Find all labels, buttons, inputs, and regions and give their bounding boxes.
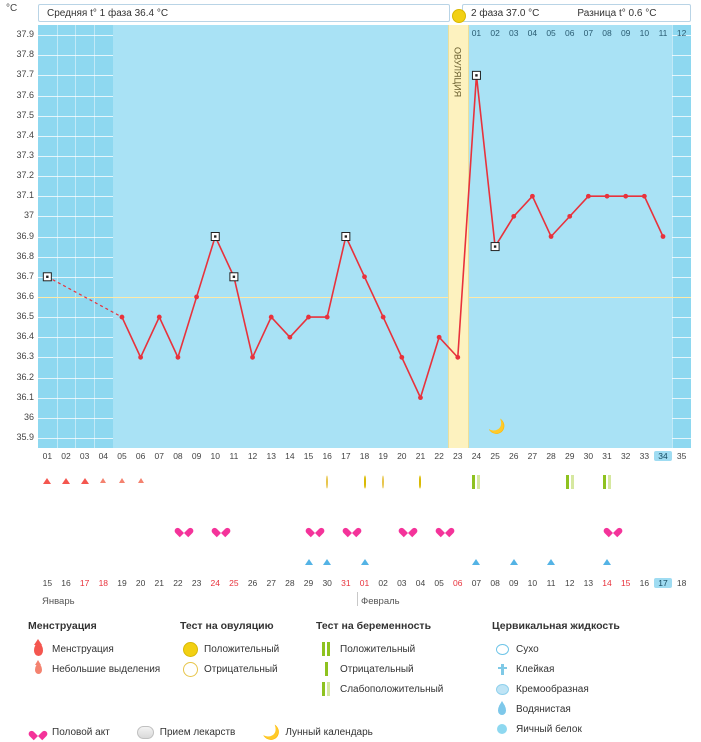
legend-item-eggwhite bbox=[492, 720, 692, 738]
eggwhite-icon bbox=[492, 724, 512, 734]
moon-icon: 🌙 bbox=[488, 418, 506, 434]
cycle-day-number[interactable]: 35 bbox=[676, 451, 687, 461]
calendar-day-number[interactable]: 19 bbox=[117, 578, 127, 588]
cycle-day-number[interactable]: 14 bbox=[285, 451, 295, 461]
temperature-point[interactable] bbox=[418, 395, 423, 400]
y-axis-tick: 37.2 bbox=[16, 170, 34, 181]
phase2-day-number: 01 bbox=[471, 28, 482, 38]
cycle-day-number[interactable]: 09 bbox=[191, 451, 202, 461]
temperature-point[interactable] bbox=[157, 315, 162, 320]
temperature-point[interactable] bbox=[120, 315, 125, 320]
temperature-point[interactable] bbox=[138, 355, 143, 360]
legend-item-menstruation bbox=[28, 640, 178, 658]
cycle-day-number[interactable]: 02 bbox=[61, 451, 71, 461]
heart-icon bbox=[28, 727, 48, 738]
legend-item-moon bbox=[261, 725, 373, 739]
cycle-day-number[interactable]: 18 bbox=[359, 451, 370, 461]
calendar-day-number[interactable]: 31 bbox=[341, 578, 351, 588]
calendar-day-number[interactable]: 12 bbox=[564, 578, 575, 588]
cycle-day-number[interactable]: 03 bbox=[79, 451, 90, 461]
cycle-day-number[interactable]: 11 bbox=[229, 451, 239, 461]
cycle-day-number[interactable]: 06 bbox=[135, 451, 146, 461]
pregnancy-positive-icon bbox=[316, 642, 336, 656]
temperature-point[interactable] bbox=[623, 194, 628, 199]
calendar-day-number[interactable]: 30 bbox=[322, 578, 332, 588]
cycle-day-number[interactable]: 10 bbox=[210, 451, 220, 461]
temperature-point[interactable] bbox=[642, 194, 647, 199]
phase-diff-label: Разница t° 0.6 °C bbox=[577, 7, 657, 19]
y-axis-tick: 36.9 bbox=[16, 230, 34, 241]
temperature-point[interactable] bbox=[511, 214, 516, 219]
y-axis-tick: 36.1 bbox=[16, 391, 34, 402]
legend-label: Половой акт bbox=[52, 726, 110, 738]
calendar-day-number[interactable]: 29 bbox=[303, 578, 314, 588]
cycle-day-number[interactable]: 27 bbox=[527, 451, 538, 461]
legend-label: Сухо bbox=[516, 643, 539, 655]
temperature-point[interactable] bbox=[250, 355, 255, 360]
dry-icon bbox=[492, 644, 512, 655]
ovulation-negative-icon bbox=[326, 476, 328, 489]
calendar-day-number[interactable]: 18 bbox=[676, 578, 687, 588]
phase2-day-number: 08 bbox=[602, 28, 612, 38]
calendar-day-number[interactable]: 02 bbox=[378, 578, 388, 588]
ovulation-test-marker[interactable] bbox=[419, 477, 421, 488]
temperature-point-core bbox=[214, 235, 216, 237]
temperature-point[interactable] bbox=[194, 295, 199, 300]
legend-label: Клейкая bbox=[516, 663, 555, 675]
temperature-point[interactable] bbox=[176, 355, 181, 360]
temperature-point[interactable] bbox=[287, 335, 292, 340]
phase2-day-number: 12 bbox=[676, 28, 687, 38]
calendar-day-number[interactable]: 11 bbox=[546, 578, 556, 588]
cycle-day-number[interactable]: 25 bbox=[490, 451, 500, 461]
y-axis-unit: °C bbox=[6, 3, 18, 14]
legend-item-preg-weak bbox=[316, 680, 491, 698]
sticky-icon bbox=[492, 664, 512, 675]
calendar-day-number[interactable]: 03 bbox=[397, 578, 407, 588]
phase2-day-number: 11 bbox=[658, 28, 668, 38]
cycle-day-number[interactable]: 31 bbox=[602, 451, 612, 461]
calendar-day-number[interactable]: 20 bbox=[135, 578, 146, 588]
legend-item-ov-negative bbox=[180, 660, 315, 678]
phase2-temp-label: 2 фаза 37.0 °C bbox=[471, 7, 540, 19]
cycle-day-number[interactable]: 29 bbox=[564, 451, 575, 461]
calendar-day-number[interactable]: 07 bbox=[471, 578, 482, 588]
y-axis-tick: 36.6 bbox=[16, 290, 34, 301]
calendar-days-row bbox=[38, 578, 691, 592]
phase2-day-number: 02 bbox=[490, 28, 500, 38]
legend-label: Менструация bbox=[52, 643, 114, 655]
cycle-day-number[interactable]: 04 bbox=[98, 451, 109, 461]
legend-pregnancy-title: Тест на беременность bbox=[316, 620, 432, 632]
calendar-day-number[interactable]: 06 bbox=[453, 578, 463, 588]
temperature-point[interactable] bbox=[325, 315, 330, 320]
temperature-point[interactable] bbox=[437, 335, 442, 340]
ovulation-label: ОВУЛЯЦИЯ bbox=[452, 47, 463, 98]
temperature-point-core bbox=[475, 74, 477, 76]
pill-icon bbox=[136, 726, 156, 739]
legend-ovulation-title: Тест на овуляцию bbox=[180, 620, 274, 632]
calendar-day-number[interactable]: 08 bbox=[490, 578, 500, 588]
blood-drop-small-icon bbox=[28, 664, 48, 674]
legend-item-preg-negative bbox=[316, 660, 491, 678]
legend-item-sticky bbox=[492, 660, 692, 678]
y-axis-tick: 37 bbox=[23, 210, 34, 221]
temperature-point-core bbox=[46, 276, 48, 278]
pregnancy-test-marker[interactable] bbox=[603, 475, 611, 489]
calendar-day-number[interactable]: 25 bbox=[229, 578, 239, 588]
ovulation-positive-icon bbox=[364, 476, 366, 489]
ovulation-positive-icon bbox=[180, 642, 200, 657]
y-axis-tick: 36.2 bbox=[16, 371, 34, 382]
legend-item-preg-positive bbox=[316, 640, 491, 658]
cycle-day-number[interactable]: 15 bbox=[303, 451, 314, 461]
calendar-day-number[interactable]: 16 bbox=[61, 578, 71, 588]
temperature-point[interactable] bbox=[455, 355, 460, 360]
ovulation-test-marker[interactable] bbox=[364, 477, 366, 488]
temperature-point-core bbox=[233, 276, 235, 278]
calendar-day-number[interactable]: 22 bbox=[173, 578, 183, 588]
phase2-day-number: 07 bbox=[583, 28, 594, 38]
temperature-point[interactable] bbox=[567, 214, 572, 219]
legend-menstruation bbox=[28, 620, 178, 680]
calendar-day-number[interactable]: 24 bbox=[210, 578, 220, 588]
calendar-day-number[interactable]: 05 bbox=[434, 578, 444, 588]
cycle-day-number[interactable]: 17 bbox=[341, 451, 351, 461]
calendar-day-number[interactable]: 14 bbox=[602, 578, 612, 588]
y-axis-tick: 36 bbox=[23, 411, 34, 422]
y-axis-tick: 37.4 bbox=[16, 129, 34, 140]
legend-label: Яичный белок bbox=[516, 723, 582, 735]
legend-label: Лунный календарь bbox=[285, 726, 373, 738]
y-axis-tick: 37.1 bbox=[16, 190, 34, 201]
cycle-day-number[interactable]: 30 bbox=[583, 451, 594, 461]
phase2-day-number: 03 bbox=[509, 28, 519, 38]
phase2-day-number: 10 bbox=[639, 28, 650, 38]
calendar-day-number[interactable]: 26 bbox=[247, 578, 258, 588]
y-axis-tick: 36.8 bbox=[16, 250, 34, 261]
moon-icon: 🌙 bbox=[262, 724, 281, 740]
legend-label: Кремообразная bbox=[516, 683, 589, 695]
legend-bottom bbox=[28, 725, 373, 739]
legend-label: Отрицательный bbox=[340, 663, 414, 675]
cycle-day-number[interactable]: 13 bbox=[266, 451, 276, 461]
legend-item-spotting bbox=[28, 660, 178, 678]
pregnancy-test-icon bbox=[472, 475, 480, 489]
cycle-day-number[interactable]: 24 bbox=[471, 451, 482, 461]
calendar-day-number[interactable]: 17 bbox=[79, 578, 90, 588]
cycle-day-number[interactable]: 07 bbox=[154, 451, 164, 461]
ovulation-test-marker[interactable] bbox=[382, 477, 384, 488]
legend-pregnancy-test bbox=[316, 620, 491, 700]
legend-fluid-title: Цервикальная жидкость bbox=[492, 620, 620, 632]
month-label-january: Январь bbox=[42, 596, 75, 607]
legend-label: Небольшие выделения bbox=[52, 663, 161, 675]
cycle-day-number[interactable]: 05 bbox=[117, 451, 127, 461]
calendar-day-number[interactable]: 15 bbox=[42, 578, 53, 588]
pregnancy-test-marker[interactable] bbox=[472, 475, 480, 489]
temperature-point[interactable] bbox=[381, 315, 386, 320]
ovulation-marker-dot bbox=[452, 9, 466, 23]
phase1-label: Средняя t° 1 фаза 36.4 °C bbox=[47, 7, 169, 19]
pregnancy-test-icon bbox=[566, 475, 574, 489]
temperature-point-core bbox=[494, 245, 496, 247]
calendar-day-number[interactable]: 16 bbox=[639, 578, 650, 588]
temperature-gap-line bbox=[47, 277, 122, 317]
y-axis-tick: 37.7 bbox=[16, 69, 34, 80]
phase2-day-number: 06 bbox=[564, 28, 575, 38]
calendar-day-number[interactable]: 17 bbox=[654, 578, 673, 588]
legend-ovulation-test bbox=[180, 620, 315, 680]
cycle-day-number[interactable]: 19 bbox=[378, 451, 388, 461]
creamy-icon bbox=[492, 684, 512, 695]
y-axis-tick: 37.9 bbox=[16, 29, 34, 40]
cycle-day-number[interactable]: 33 bbox=[639, 451, 650, 461]
y-axis-tick: 36.7 bbox=[16, 270, 34, 281]
temperature-series bbox=[38, 25, 691, 448]
cycle-day-number[interactable]: 22 bbox=[434, 451, 444, 461]
legend-item-intercourse bbox=[28, 727, 110, 738]
pregnancy-test-marker[interactable] bbox=[566, 475, 574, 489]
calendar-day-number[interactable]: 23 bbox=[191, 578, 202, 588]
calendar-day-number[interactable]: 27 bbox=[266, 578, 276, 588]
calendar-day-number[interactable]: 01 bbox=[359, 578, 370, 588]
cervical-fluid-row bbox=[38, 555, 691, 575]
cycle-day-number[interactable]: 21 bbox=[415, 451, 426, 461]
cycle-day-number[interactable]: 23 bbox=[453, 451, 463, 461]
temperature-point[interactable] bbox=[362, 274, 367, 279]
cycle-day-number[interactable]: 34 bbox=[654, 451, 673, 461]
temperature-point-core bbox=[345, 235, 347, 237]
ovulation-positive-icon bbox=[419, 476, 421, 489]
temperature-point[interactable] bbox=[530, 194, 535, 199]
temperature-point[interactable] bbox=[399, 355, 404, 360]
pregnancy-negative-icon bbox=[316, 662, 336, 676]
temperature-line bbox=[122, 75, 663, 397]
cycle-day-number[interactable]: 12 bbox=[247, 451, 258, 461]
calendar-day-number[interactable]: 13 bbox=[583, 578, 594, 588]
pregnancy-weak-positive-icon bbox=[316, 682, 336, 696]
ovulation-test-marker[interactable] bbox=[326, 477, 328, 488]
y-axis-tick: 36.3 bbox=[16, 351, 34, 362]
legend-item-dry bbox=[492, 640, 692, 658]
watery-icon bbox=[492, 704, 512, 715]
phase1-summary bbox=[38, 4, 450, 22]
cycle-day-number[interactable]: 26 bbox=[509, 451, 519, 461]
blood-drop-icon bbox=[28, 643, 48, 656]
temperature-point[interactable] bbox=[661, 234, 666, 239]
legend-label: Прием лекарств bbox=[159, 726, 236, 738]
cycle-day-number[interactable]: 08 bbox=[173, 451, 183, 461]
month-label-february: Февраль bbox=[361, 596, 400, 607]
legend-item-medication bbox=[136, 726, 236, 739]
temperature-point[interactable] bbox=[269, 315, 274, 320]
phase2-day-number: 04 bbox=[527, 28, 538, 38]
calendar-day-number[interactable]: 04 bbox=[415, 578, 426, 588]
legend-cervical-fluid bbox=[492, 620, 692, 740]
y-axis-tick: 37.5 bbox=[16, 109, 34, 120]
legend-label: Положительный bbox=[204, 643, 280, 655]
cycle-day-number[interactable]: 01 bbox=[42, 451, 53, 461]
legend-label: Слабоположительный bbox=[340, 683, 444, 695]
legend-item-ov-positive bbox=[180, 640, 315, 658]
legend-label: Отрицательный bbox=[204, 663, 278, 675]
temperature-point[interactable] bbox=[586, 194, 591, 199]
temperature-point[interactable] bbox=[306, 315, 311, 320]
intercourse-row bbox=[38, 514, 691, 534]
ovulation-negative-icon bbox=[180, 662, 200, 677]
month-separator bbox=[357, 592, 358, 606]
y-axis-tick: 37.3 bbox=[16, 149, 34, 160]
cycle-day-number[interactable]: 28 bbox=[546, 451, 556, 461]
y-axis-tick: 36.4 bbox=[16, 331, 34, 342]
ovulation-test-row bbox=[38, 472, 691, 492]
calendar-day-number[interactable]: 10 bbox=[527, 578, 538, 588]
legend-label: Положительный bbox=[340, 643, 416, 655]
y-axis-tick: 35.9 bbox=[16, 431, 34, 442]
calendar-day-number[interactable]: 21 bbox=[154, 578, 164, 588]
calendar-day-number[interactable]: 09 bbox=[509, 578, 519, 588]
y-axis-tick: 37.6 bbox=[16, 89, 34, 100]
cycle-day-number[interactable]: 20 bbox=[397, 451, 407, 461]
legend-label: Водянистая bbox=[516, 703, 571, 715]
cycle-day-number[interactable]: 32 bbox=[620, 451, 631, 461]
pregnancy-test-icon bbox=[603, 475, 611, 489]
temperature-point[interactable] bbox=[549, 234, 554, 239]
y-axis-tick: 37.8 bbox=[16, 49, 34, 60]
cycle-day-number[interactable]: 16 bbox=[322, 451, 332, 461]
temperature-point[interactable] bbox=[605, 194, 610, 199]
y-axis-tick: 36.5 bbox=[16, 311, 34, 322]
phase2-day-number: 05 bbox=[546, 28, 556, 38]
temperature-chart[interactable] bbox=[38, 25, 691, 448]
legend-menstruation-title: Менструация bbox=[28, 620, 97, 632]
ovulation-negative-icon bbox=[382, 476, 384, 489]
phase2-summary bbox=[462, 4, 691, 22]
calendar-day-number[interactable]: 15 bbox=[620, 578, 631, 588]
legend-item-creamy bbox=[492, 680, 692, 698]
phase2-day-number: 09 bbox=[620, 28, 631, 38]
calendar-day-number[interactable]: 18 bbox=[98, 578, 109, 588]
legend-item-watery bbox=[492, 700, 692, 718]
calendar-day-number[interactable]: 28 bbox=[285, 578, 295, 588]
